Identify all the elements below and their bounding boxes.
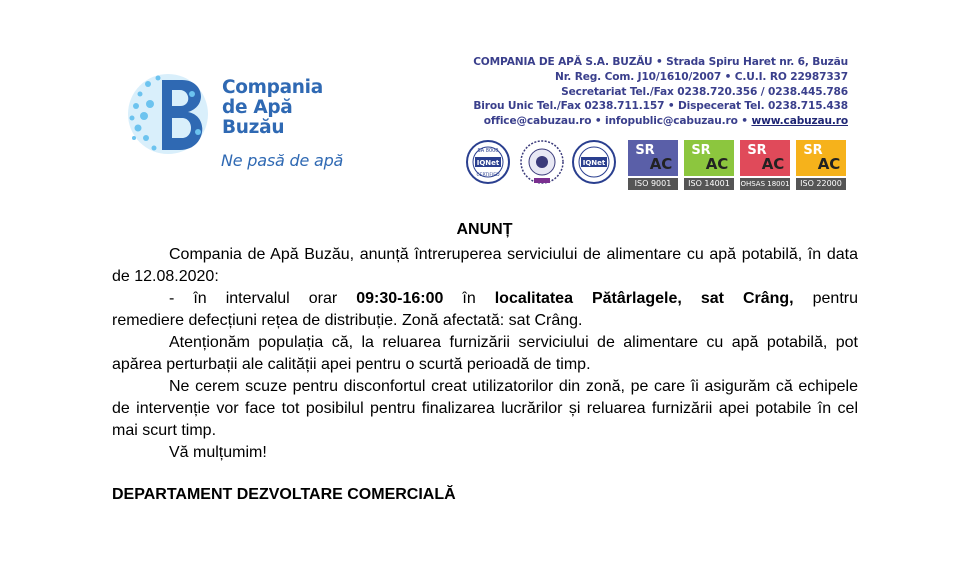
notice-body — [112, 244, 858, 464]
water-drop-b-logo-icon — [122, 66, 216, 160]
ac-label: AC — [817, 155, 841, 173]
sr-label: SR — [747, 143, 767, 158]
round-seal-icon — [520, 140, 564, 184]
sr-label: SR — [635, 143, 655, 158]
notice-bullet-continuation: remediere defecțiuni rețea de distribuție. Zonă afectată: sat Crâng. — [112, 312, 583, 329]
standard-label: ISO 9001 — [628, 178, 678, 190]
ac-label: AC — [649, 155, 673, 173]
contact-line-email — [448, 114, 848, 129]
ghana-style-seal-badge — [520, 140, 564, 189]
website-link[interactable]: www.cabuzau.ro — [751, 115, 848, 128]
sa8000-seal-icon — [466, 140, 510, 184]
interruption-time: 09:30-16:00 — [356, 290, 444, 307]
sa8000-badge — [466, 140, 510, 189]
sr-ac-iso9001-badge — [628, 140, 678, 190]
company-logo — [122, 66, 362, 176]
notice-paragraph-3: Ne cerem scuze pentru disconfortul creat utilizatorilor din zonă, pe care îi asigurăm că echipele de intervenție vor face tot posibilul pentru finalizarea lucrărilor și reluarea furnizării apei potabile în cel mai scurt timp. — [112, 378, 858, 439]
ac-label: AC — [705, 155, 729, 173]
contact-line-address: COMPANIA DE APĂ S.A. BUZĂU • Strada Spiru Haret nr. 6, Buzău — [473, 56, 848, 68]
company-slogan: Ne pasă de apă — [221, 151, 344, 170]
company-name-line2: de Apă — [222, 97, 293, 118]
notice-paragraph-2: Atenționăm populația că, la reluarea furnizării serviciului de alimentare cu apă potabilă, pot apărea perturbații ale calității apei pentru o scurtă perioadă de timp. — [112, 334, 858, 373]
svg-text:IQNet: IQNet — [582, 159, 606, 167]
iqnet-badge — [572, 140, 616, 189]
svg-text:IQNet: IQNet — [476, 159, 500, 167]
company-name-line3: Buzău — [222, 117, 285, 138]
contact-line-registration: Nr. Reg. Com. J10/1610/2007 • C.U.I. RO 22987337 — [555, 70, 848, 83]
company-name-line1: Compania — [222, 77, 323, 98]
bullet-end-text: pentru — [793, 290, 858, 307]
bullet-dash-text: - în intervalul orar — [169, 290, 357, 307]
notice-bullet-line — [112, 288, 858, 310]
svg-text:CERTIFIED: CERTIFIED — [476, 173, 500, 178]
svg-text:SA 8000: SA 8000 — [477, 148, 499, 154]
interruption-location: localitatea Pătârlagele, sat Crâng, — [494, 290, 794, 307]
sr-ac-ohsas18001-badge — [740, 140, 790, 190]
company-name — [222, 78, 323, 138]
iqnet-seal-icon — [572, 140, 616, 184]
notice-title: ANUNȚ — [456, 221, 513, 238]
contact-line-office: Birou Unic Tel./Fax 0238.711.157 • Dispecerat Tel. 0238.715.438 — [473, 100, 848, 113]
bullet-mid-text: în — [443, 290, 495, 307]
standard-label: OHSAS 18001 — [740, 180, 790, 188]
standard-label: ISO 22000 — [796, 178, 846, 190]
contact-line-secretariat: Secretariat Tel./Fax 0238.720.356 / 0238.445.786 — [561, 85, 848, 98]
standard-label: ISO 14001 — [684, 178, 734, 190]
contact-block — [448, 55, 848, 129]
sr-label: SR — [803, 143, 823, 158]
sr-label: SR — [691, 143, 711, 158]
notice-thanks: Vă mulțumim! — [169, 444, 267, 461]
sr-ac-iso22000-badge — [796, 140, 846, 190]
contact-emails: office@cabuzau.ro • infopublic@cabuzau.ro • — [483, 115, 752, 128]
department-signature: DEPARTAMENT DEZVOLTARE COMERCIALĂ — [112, 486, 456, 503]
sr-ac-iso14001-badge — [684, 140, 734, 190]
notice-paragraph-1: Compania de Apă Buzău, anunță întreruperea serviciului de alimentare cu apă potabilă, în data de 12.08.2020: — [112, 246, 858, 285]
ac-label: AC — [761, 155, 785, 173]
